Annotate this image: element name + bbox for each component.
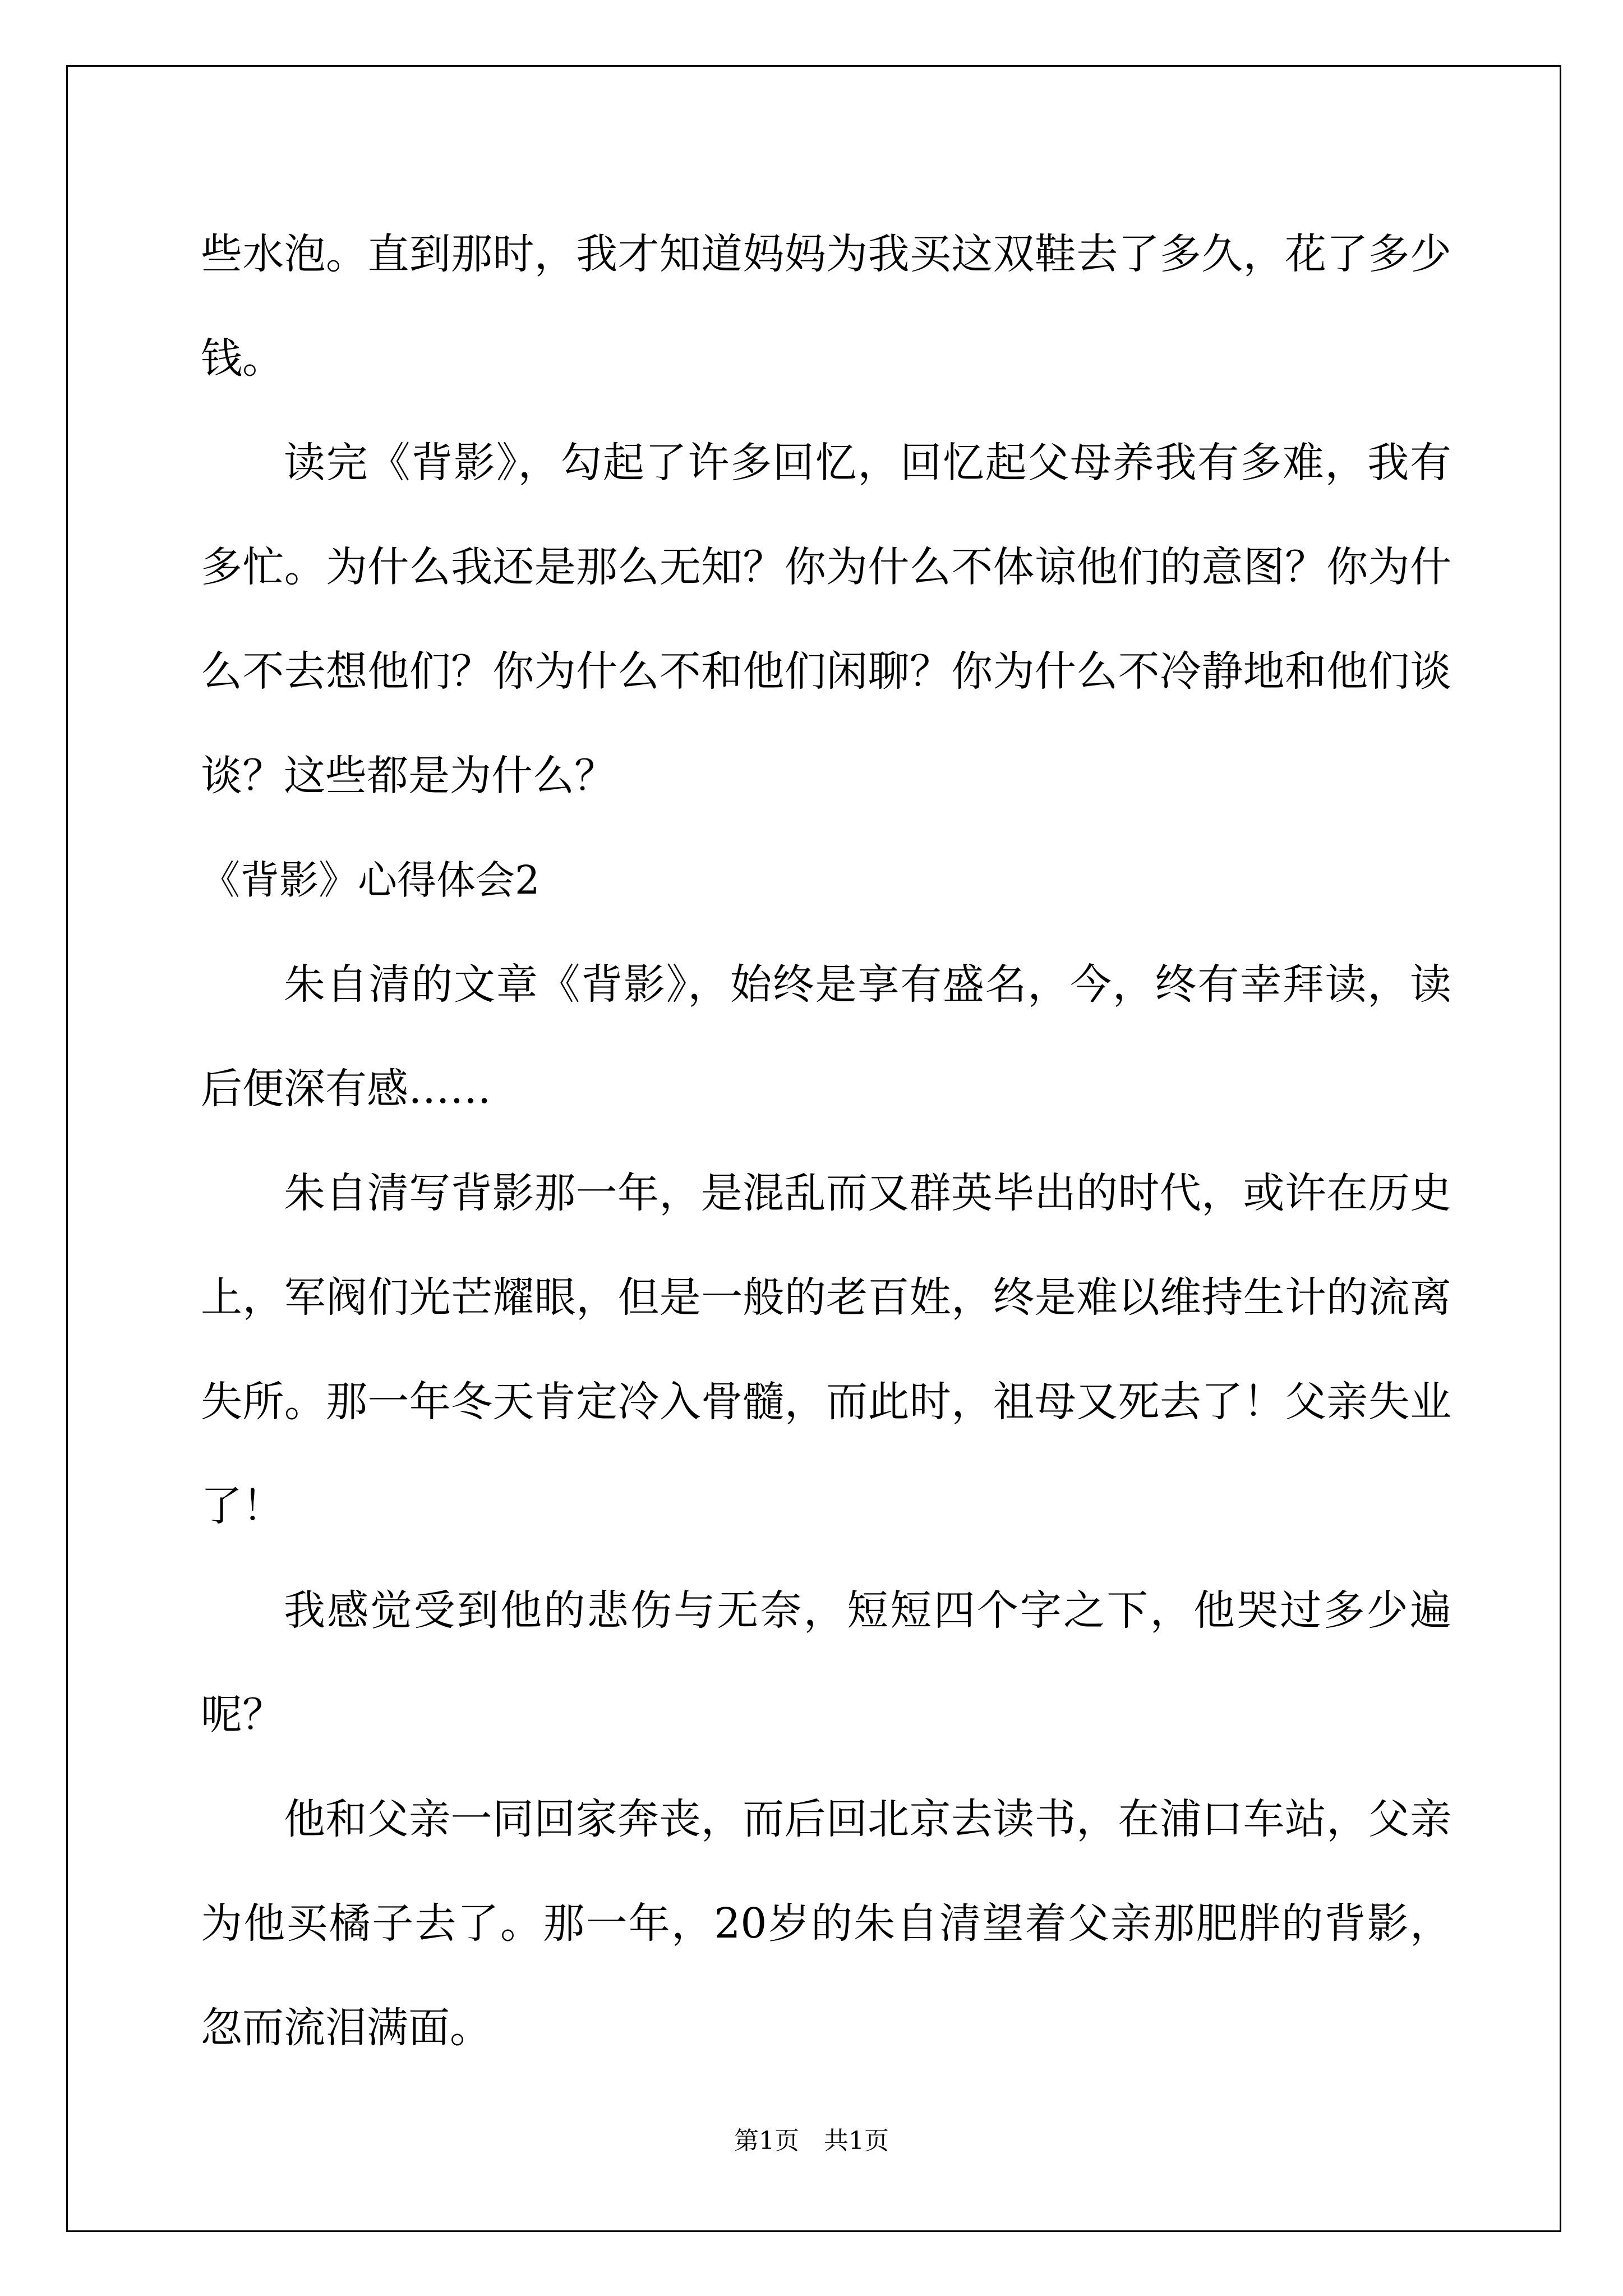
- paragraph-station: 他和父亲一同回家奔丧，而后回北京去读书，在浦口车站，父亲为他买橘子去了。那一年，20岁的朱自清望着父亲那肥胖的背影，忽而流泪满面。: [201, 1795, 1451, 2052]
- section-heading: 《背影》心得体会2: [201, 857, 540, 903]
- paragraph-intro: 朱自清的文章《背影》，始终是享有盛名，今，终有幸拜读，读后便深有感……: [201, 960, 1451, 1113]
- paragraph-reflection: 读完《背影》，勾起了许多回忆，回忆起父母养我有多难，我有多忙。为什么我还是那么无知？你为什么不体谅他们的意图？你为什么不去想他们？你为什么不和他们闲聊？你为什么不冷静地和他们谈谈？这些都是为什么？: [201, 439, 1451, 800]
- page-footer: 第1页 共1页: [734, 2127, 889, 2155]
- document-body: [201, 202, 1451, 2080]
- paragraph-continuation: 些水泡。直到那时，我才知道妈妈为我买这双鞋去了多久，花了多少钱。: [201, 230, 1451, 383]
- paragraph-era: 朱自清写背影那一年，是混乱而又群英毕出的时代，或许在历史上，军阀们光芒耀眼，但是一般的老百姓，终是难以维持生计的流离失所。那一年冬天肯定冷入骨髓，而此时，祖母又死去了！父亲失业了！: [201, 1169, 1451, 1530]
- paragraph-sorrow: 我感觉受到他的悲伤与无奈，短短四个字之下，他哭过多少遍呢？: [201, 1586, 1451, 1739]
